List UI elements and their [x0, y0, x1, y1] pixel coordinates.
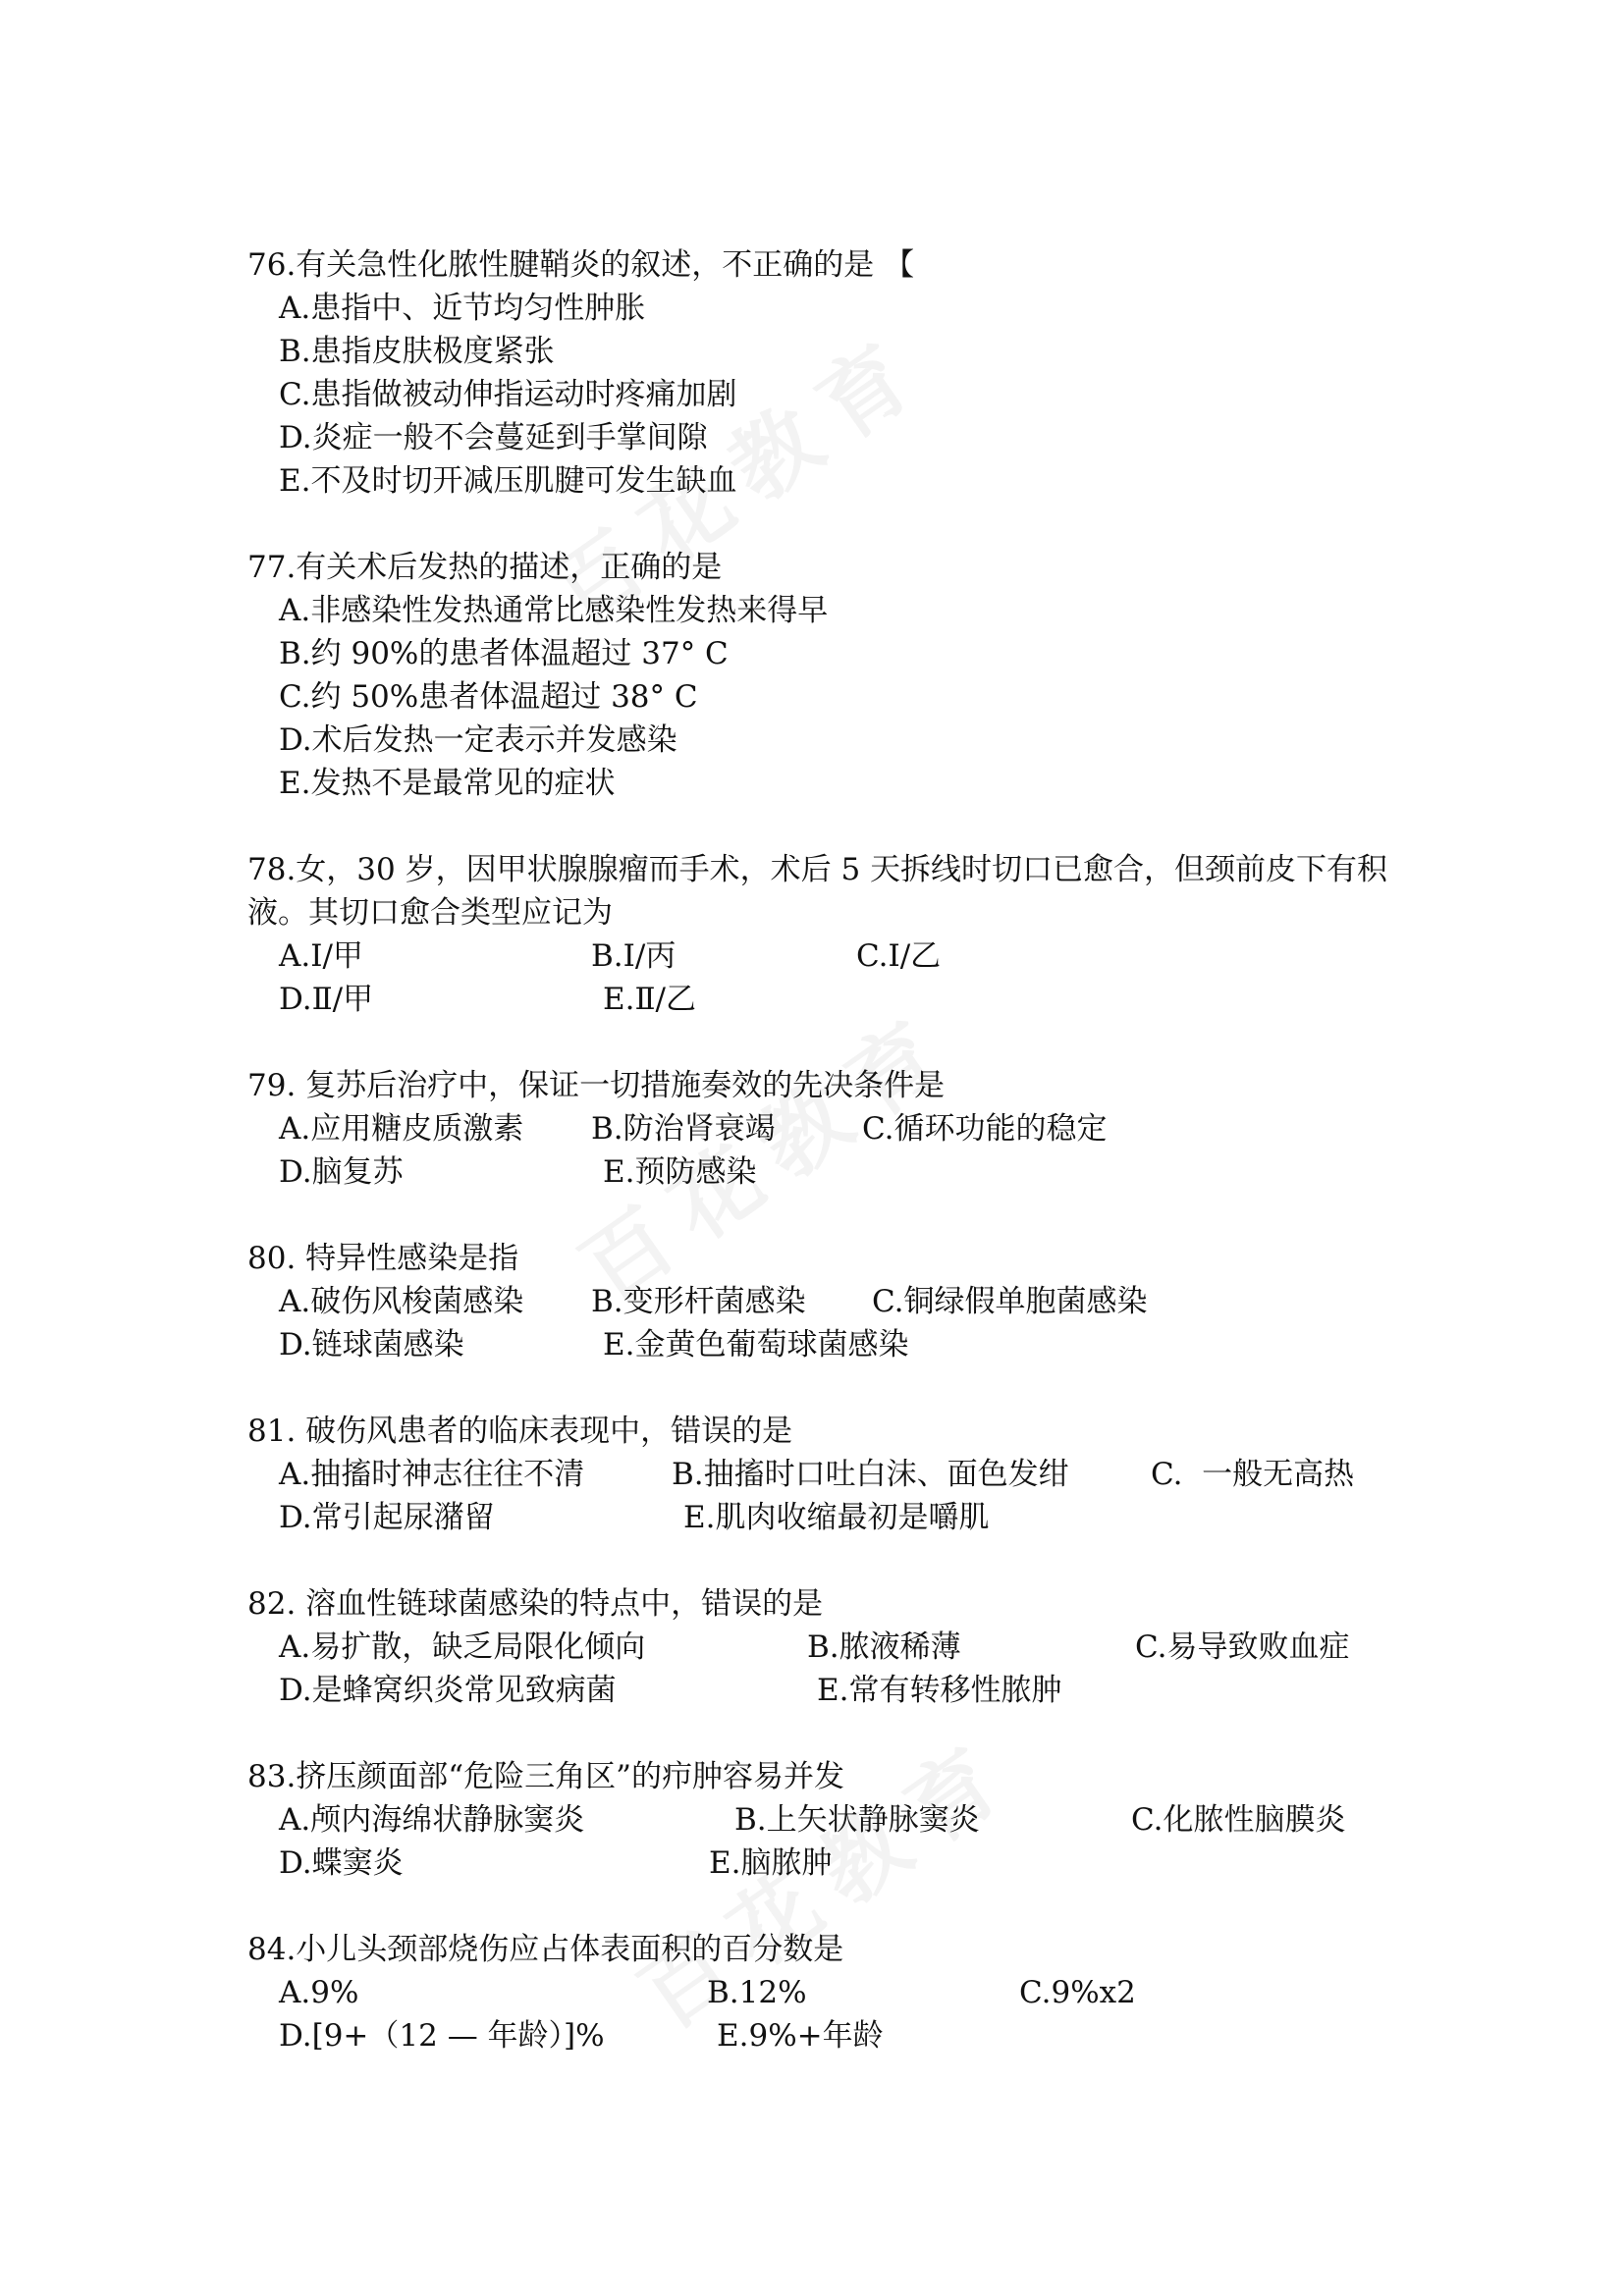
option-d: D.脑复苏: [279, 1154, 404, 1190]
option-row: [247, 934, 1396, 978]
question-stem: 77.有关术后发热的描述，正确的是: [247, 550, 723, 585]
option-row: [247, 1453, 1396, 1496]
option-b: B.12%: [707, 1975, 807, 2010]
option-c: C.易导致败血症: [1135, 1629, 1350, 1665]
option-e: E.脑脓肿: [709, 1845, 833, 1881]
option-row: [247, 1626, 1396, 1669]
question-76: [247, 243, 1396, 503]
option-e: E.9%+年龄: [717, 2018, 884, 2054]
option-e: E.不及时切开减压肌腱可发生缺血: [279, 463, 737, 499]
option-b: B.患指皮肤极度紧张: [279, 334, 555, 369]
option-a: A.应用糖皮质激素: [279, 1111, 524, 1147]
question-83: [247, 1755, 1396, 1885]
option-row: [247, 632, 1396, 675]
option-d: D.[9+（12 — 年龄）]%: [279, 2018, 605, 2054]
option-row: [247, 675, 1396, 719]
question-77: [247, 546, 1396, 805]
question-stem: 76.有关急性化脓性腱鞘炎的叙述，不正确的是 【: [247, 247, 915, 283]
option-row: [247, 719, 1396, 762]
option-b: B.变形杆菌感染: [591, 1284, 806, 1319]
option-b: B.Ⅰ/丙: [591, 938, 677, 974]
option-e: E.常有转移性脓肿: [817, 1673, 1062, 1708]
option-d: D.炎症一般不会蔓延到手掌间隙: [279, 420, 708, 455]
option-a: A.抽搐时神志往往不清: [279, 1457, 585, 1492]
option-d: D.Ⅱ/甲: [279, 982, 374, 1017]
question-stem: 79. 复苏后治疗中，保证一切措施奏效的先决条件是: [247, 1068, 946, 1103]
option-c: C.9%x2: [1019, 1975, 1136, 2010]
option-c: C.循环功能的稳定: [862, 1111, 1108, 1147]
option-row: [247, 1496, 1396, 1539]
option-e: E.发热不是最常见的症状: [279, 766, 616, 801]
option-d: D.常引起尿潴留: [279, 1500, 495, 1535]
option-a: A.破伤风梭菌感染: [279, 1284, 524, 1319]
option-row: [247, 459, 1396, 503]
option-row: [247, 762, 1396, 805]
option-b: B.防治肾衰竭: [591, 1111, 776, 1147]
option-c: C.约 50%患者体温超过 38° C: [279, 679, 698, 715]
option-e: E.金黄色葡萄球菌感染: [603, 1327, 909, 1362]
option-row: [247, 373, 1396, 416]
question-78: [247, 848, 1396, 1021]
option-row: [247, 1798, 1396, 1842]
option-row: [247, 2014, 1396, 2057]
option-b: B.抽搐时口吐白沫、面色发绀: [672, 1457, 1069, 1492]
option-row: [247, 330, 1396, 373]
option-c: C. 一般无高热: [1151, 1457, 1355, 1492]
option-d: D.蝶窦炎: [279, 1845, 404, 1881]
question-stem: 84.小儿头颈部烧伤应占体表面积的百分数是: [247, 1932, 844, 1967]
option-a: A.非感染性发热通常比感染性发热来得早: [279, 593, 829, 628]
question-stem: 78.女，30 岁，因甲状腺腺瘤而手术，术后 5 天拆线时切口已愈合，但颈前皮下有积液。其切口愈合类型应记为: [247, 852, 1388, 931]
option-row: [247, 1842, 1396, 1885]
option-e: E.Ⅱ/乙: [603, 982, 696, 1017]
option-e: E.肌肉收缩最初是嚼肌: [683, 1500, 990, 1535]
option-row: [247, 1150, 1396, 1194]
option-a: A.Ⅰ/甲: [279, 938, 363, 974]
option-row: [247, 1323, 1396, 1366]
question-81: [247, 1410, 1396, 1539]
option-a: A.9%: [279, 1975, 359, 2010]
option-row: [247, 1280, 1396, 1323]
question-80: [247, 1237, 1396, 1366]
question-82: [247, 1582, 1396, 1712]
option-row: [247, 1669, 1396, 1712]
option-e: E.预防感染: [603, 1154, 757, 1190]
question-84: [247, 1928, 1396, 2057]
option-d: D.术后发热一定表示并发感染: [279, 722, 677, 758]
option-c: C.患指做被动伸指运动时疼痛加剧: [279, 377, 737, 412]
option-b: B.约 90%的患者体温超过 37° C: [279, 636, 729, 671]
question-79: [247, 1064, 1396, 1194]
option-row: [247, 1971, 1396, 2014]
option-a: A.患指中、近节均匀性肿胀: [279, 291, 646, 326]
exam-page-content: [247, 243, 1396, 2101]
option-row: [247, 589, 1396, 632]
option-d: D.链球菌感染: [279, 1327, 464, 1362]
option-row: [247, 1107, 1396, 1150]
question-stem: 81. 破伤风患者的临床表现中，错误的是: [247, 1414, 793, 1449]
option-c: C.化脓性脑膜炎: [1131, 1802, 1346, 1838]
option-b: B.脓液稀薄: [807, 1629, 961, 1665]
question-stem: 83.挤压颜面部“危险三角区”的疖肿容易并发: [247, 1759, 844, 1794]
option-b: B.上矢状静脉窦炎: [734, 1802, 980, 1838]
option-c: C.铜绿假单胞菌感染: [872, 1284, 1148, 1319]
option-a: A.易扩散，缺乏局限化倾向: [279, 1629, 646, 1665]
option-c: C.Ⅰ/乙: [856, 938, 942, 974]
question-stem: 80. 特异性感染是指: [247, 1241, 519, 1276]
option-a: A.颅内海绵状静脉窦炎: [279, 1802, 585, 1838]
option-row: [247, 978, 1396, 1021]
question-stem: 82. 溶血性链球菌感染的特点中，错误的是: [247, 1586, 824, 1622]
option-d: D.是蜂窝织炎常见致病菌: [279, 1673, 617, 1708]
option-row: [247, 287, 1396, 330]
option-row: [247, 416, 1396, 459]
